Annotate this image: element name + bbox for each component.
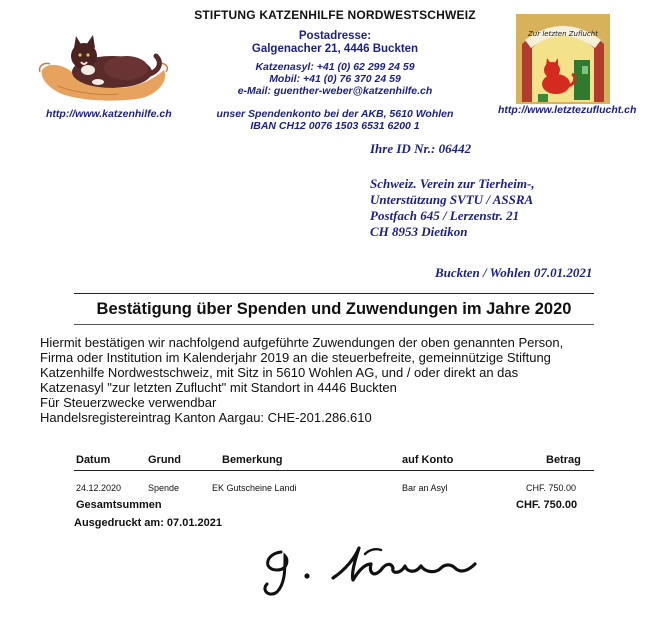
website-link-letztezuflucht[interactable]: http://www.letztezuflucht.ch [498,104,637,116]
printed-date: Ausgedruckt am: 07.01.2021 [74,517,222,529]
document-title: Bestätigung über Spenden und Zuwendungen im Jahre 2020 [96,300,572,318]
reference-id: Ihre ID Nr.: 06442 [370,141,472,156]
email-address: e-Mail: guenther-weber@katzenhilfe.ch [237,85,433,97]
row-konto: Bar an Asyl [402,483,448,493]
donation-account: unser Spendenkonto bei der AKB, 5610 Wohlen [216,108,454,120]
body-line-5: Für Steuerzwecke verwendbar [40,395,217,410]
zur-letzten-zuflucht-logo [516,14,610,104]
column-header-konto: auf Konto [402,454,454,466]
body-line-1: Hiermit bestätigen wir nachfolgend aufgeführte Zuwendungen der oben genannten Person, [40,335,564,350]
title-bottom-rule [74,324,594,325]
table-header-rule [74,470,594,471]
recipient-line-2: Unterstützung SVTU / ASSRA [370,192,534,207]
title-top-rule [74,293,594,294]
column-header-betrag: Betrag [546,454,581,466]
recipient-line-4: CH 8953 Dietikon [370,224,468,239]
postal-address: Galgenacher 21, 4446 Buckten [251,43,419,55]
iban: IBAN CH12 0076 1503 6531 6200 1 [250,120,420,132]
total-value: CHF. 750.00 [516,499,578,511]
recipient-line-1: Schweiz. Verein zur Tierheim-, [370,176,535,191]
confirmation-text [40,335,640,425]
column-header-bemerkung: Bemerkung [222,454,283,466]
body-line-3: Katzenhilfe Nordwestschweiz, mit Sitz in 5610 Wohlen AG, und / oder direkt an das [40,365,519,380]
address-label: Postadresse: [298,30,372,42]
column-header-datum: Datum [76,454,111,466]
body-line-6: Handelsregistereintrag Kanton Aargau: CHE-201.286.610 [40,410,372,425]
place-and-date: Buckten / Wohlen 07.01.2021 [435,265,593,280]
row-bemerkung: EK Gutscheine Landi [212,483,297,493]
cat-in-hands-logo [38,26,170,102]
recipient-line-3: Postfach 645 / Lerzenstr. 21 [370,208,520,223]
body-line-2: Firma oder Institution im Kalenderjahr 2019 an die steuerbefreite, gemeinnützige Stiftung [40,350,551,365]
website-link-katzenhilfe[interactable]: http://www.katzenhilfe.ch [46,108,172,120]
phone-mobile: Mobil: +41 (0) 76 370 24 59 [269,73,401,85]
handwritten-signature [255,540,505,598]
row-grund: Spende [148,483,180,493]
phone-asyl: Katzenasyl: +41 (0) 62 299 24 59 [255,61,415,73]
logo-text: Zur letzten Zuflucht [528,30,598,38]
organization-name: STIFTUNG KATZENHILFE NORDWESTSCHWEIZ [194,8,476,22]
body-line-4: Katzenasyl "zur letzten Zuflucht" mit Standort in 4446 Buckten [40,380,397,395]
row-datum: 24.12.2020 [76,483,122,493]
column-header-grund: Grund [148,454,181,466]
row-betrag: CHF. 750.00 [526,483,577,493]
total-label: Gesamtsummen [76,499,162,511]
